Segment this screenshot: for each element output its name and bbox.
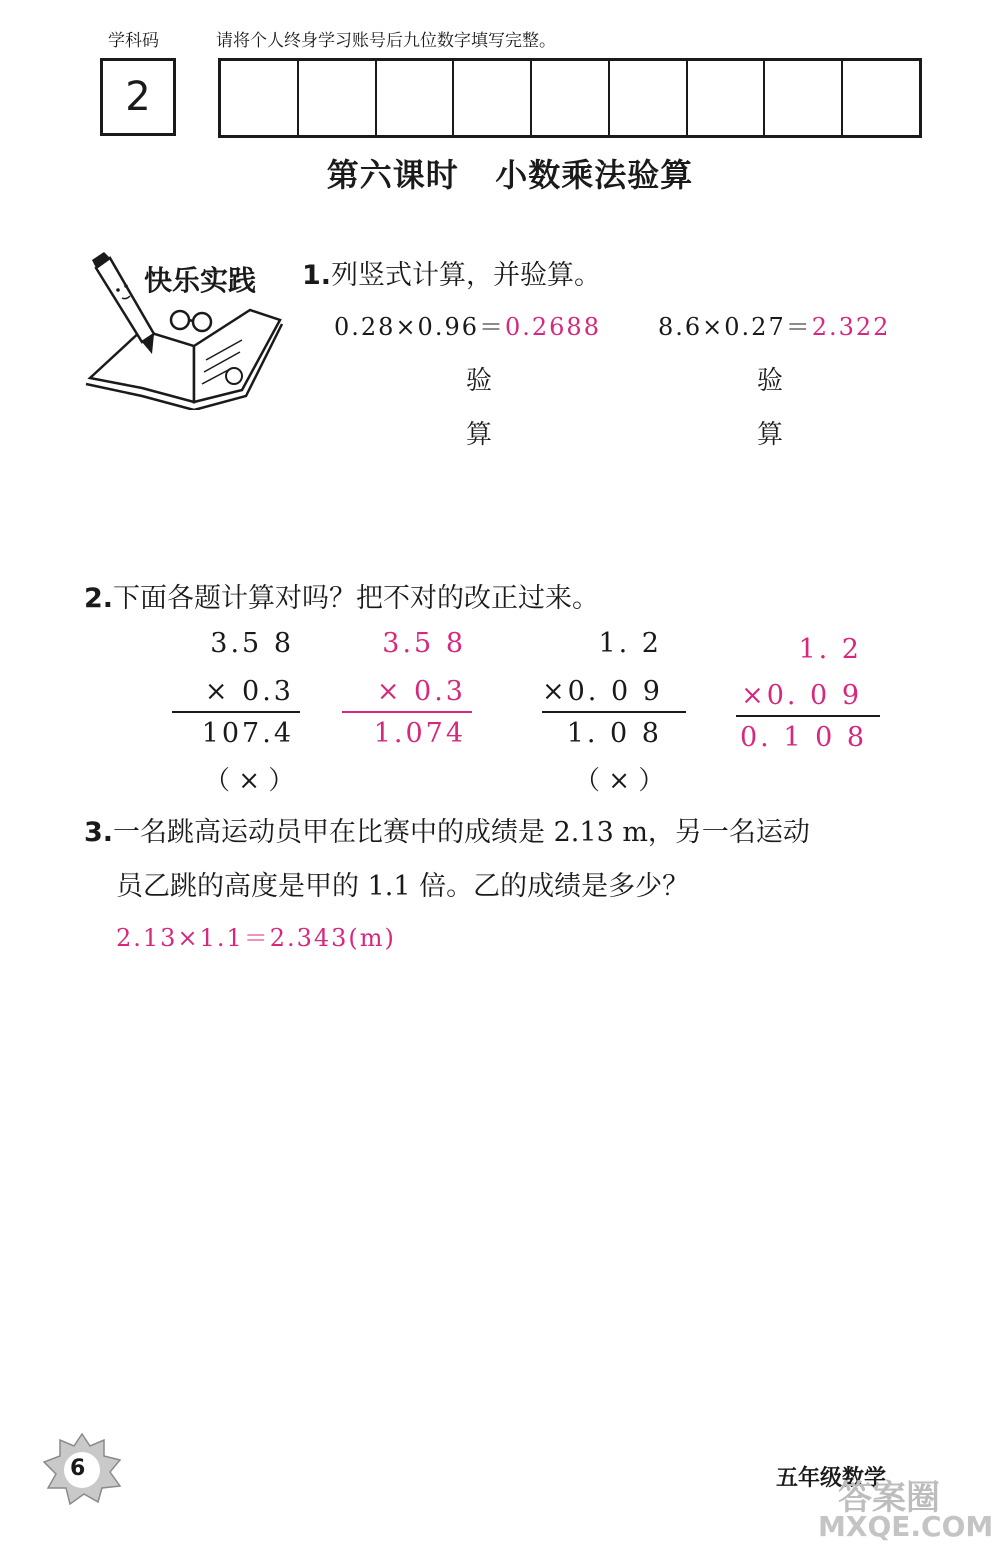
q2-p1-mul: × 0.3 <box>204 676 294 707</box>
q2-p2-top: 3.5 8 <box>382 628 466 659</box>
q2-p4-rule <box>736 715 880 717</box>
q1-text: 列竖式计算，并验算。 <box>331 260 602 291</box>
q1-item-1 <box>334 307 601 342</box>
account-cell[interactable] <box>765 61 843 135</box>
q1-verify-top-2: 验 <box>757 366 784 396</box>
q3-text-1: 一名跳高运动员甲在比赛中的成绩是 2.13 m，另一名运动 <box>113 817 810 848</box>
account-cell[interactable] <box>610 61 688 135</box>
q2-p2-mul: × 0.3 <box>376 676 466 707</box>
q2-p3-top: 1. 2 <box>598 628 662 659</box>
q1-verify-top-1: 验 <box>466 366 493 396</box>
book-label: 五年级数学 <box>776 1466 887 1491</box>
q2-p2-rule <box>342 711 472 713</box>
practice-badge <box>82 250 292 410</box>
q1-item-2 <box>658 307 890 342</box>
q2-p4-mul: ×0. 0 9 <box>741 680 862 711</box>
page-number: 6 <box>70 1456 86 1481</box>
q2-p1-top: 3.5 8 <box>210 628 294 659</box>
q3-line-2: 员乙跳的高度是甲的 1.1 倍。乙的成绩是多少？ <box>116 871 690 902</box>
q1-number: 1. <box>302 260 332 291</box>
q1-expr-1: 0.28×0.96＝ <box>334 313 505 341</box>
q2-p3-judgement: （ × ） <box>574 766 665 796</box>
account-instruction: 请将个人终身学习账号后九位数字填写完整。 <box>216 31 556 51</box>
account-cell[interactable] <box>377 61 455 135</box>
q2-p4-result: 0. 1 0 8 <box>740 722 868 753</box>
watermark-logo: 答案圈 <box>838 1478 940 1518</box>
subject-code-value: 2 <box>125 74 151 120</box>
q1-verify-bottom-2: 算 <box>757 420 784 450</box>
q3-answer: 2.13×1.1＝2.343(m) <box>116 924 396 952</box>
q2-p3-mul: ×0. 0 9 <box>542 676 663 707</box>
q2-p4-top: 1. 2 <box>798 634 862 665</box>
q2-p1-result: 107.4 <box>201 718 294 749</box>
watermark-url: MXQE.COM <box>818 1510 994 1543</box>
q1-prompt <box>302 253 601 292</box>
q2-number: 2. <box>84 583 114 614</box>
account-cell[interactable] <box>532 61 610 135</box>
account-cell[interactable] <box>299 61 377 135</box>
q2-p1-judgement: （ × ） <box>204 766 295 796</box>
account-cell[interactable] <box>454 61 532 135</box>
q3-number: 3. <box>84 817 114 848</box>
q1-answer-2: 2.322 <box>811 313 891 341</box>
q3-line-1 <box>84 810 810 849</box>
subject-code-label: 学科码 <box>108 31 159 51</box>
account-cell[interactable] <box>221 61 299 135</box>
q2-p2-result: 1.074 <box>373 718 466 749</box>
lesson-title: 第六课时 小数乘法验算 <box>326 156 694 194</box>
subject-code-box <box>100 58 176 136</box>
q1-answer-1: 0.2688 <box>504 313 601 341</box>
account-number-boxes[interactable] <box>218 58 922 138</box>
page-number-badge <box>40 1430 124 1506</box>
account-cell[interactable] <box>688 61 766 135</box>
pencil-book-icon <box>82 250 292 410</box>
badge-text: 快乐实践 <box>144 264 257 297</box>
q1-expr-2: 8.6×0.27＝ <box>658 313 812 341</box>
q2-prompt <box>84 576 599 615</box>
q2-text: 下面各题计算对吗？把不对的改正过来。 <box>113 583 600 614</box>
q2-p1-rule <box>172 711 300 713</box>
q2-p3-rule <box>542 711 686 713</box>
account-cell[interactable] <box>843 61 919 135</box>
q2-p3-result: 1. 0 8 <box>566 718 662 749</box>
q1-verify-bottom-1: 算 <box>466 420 493 450</box>
